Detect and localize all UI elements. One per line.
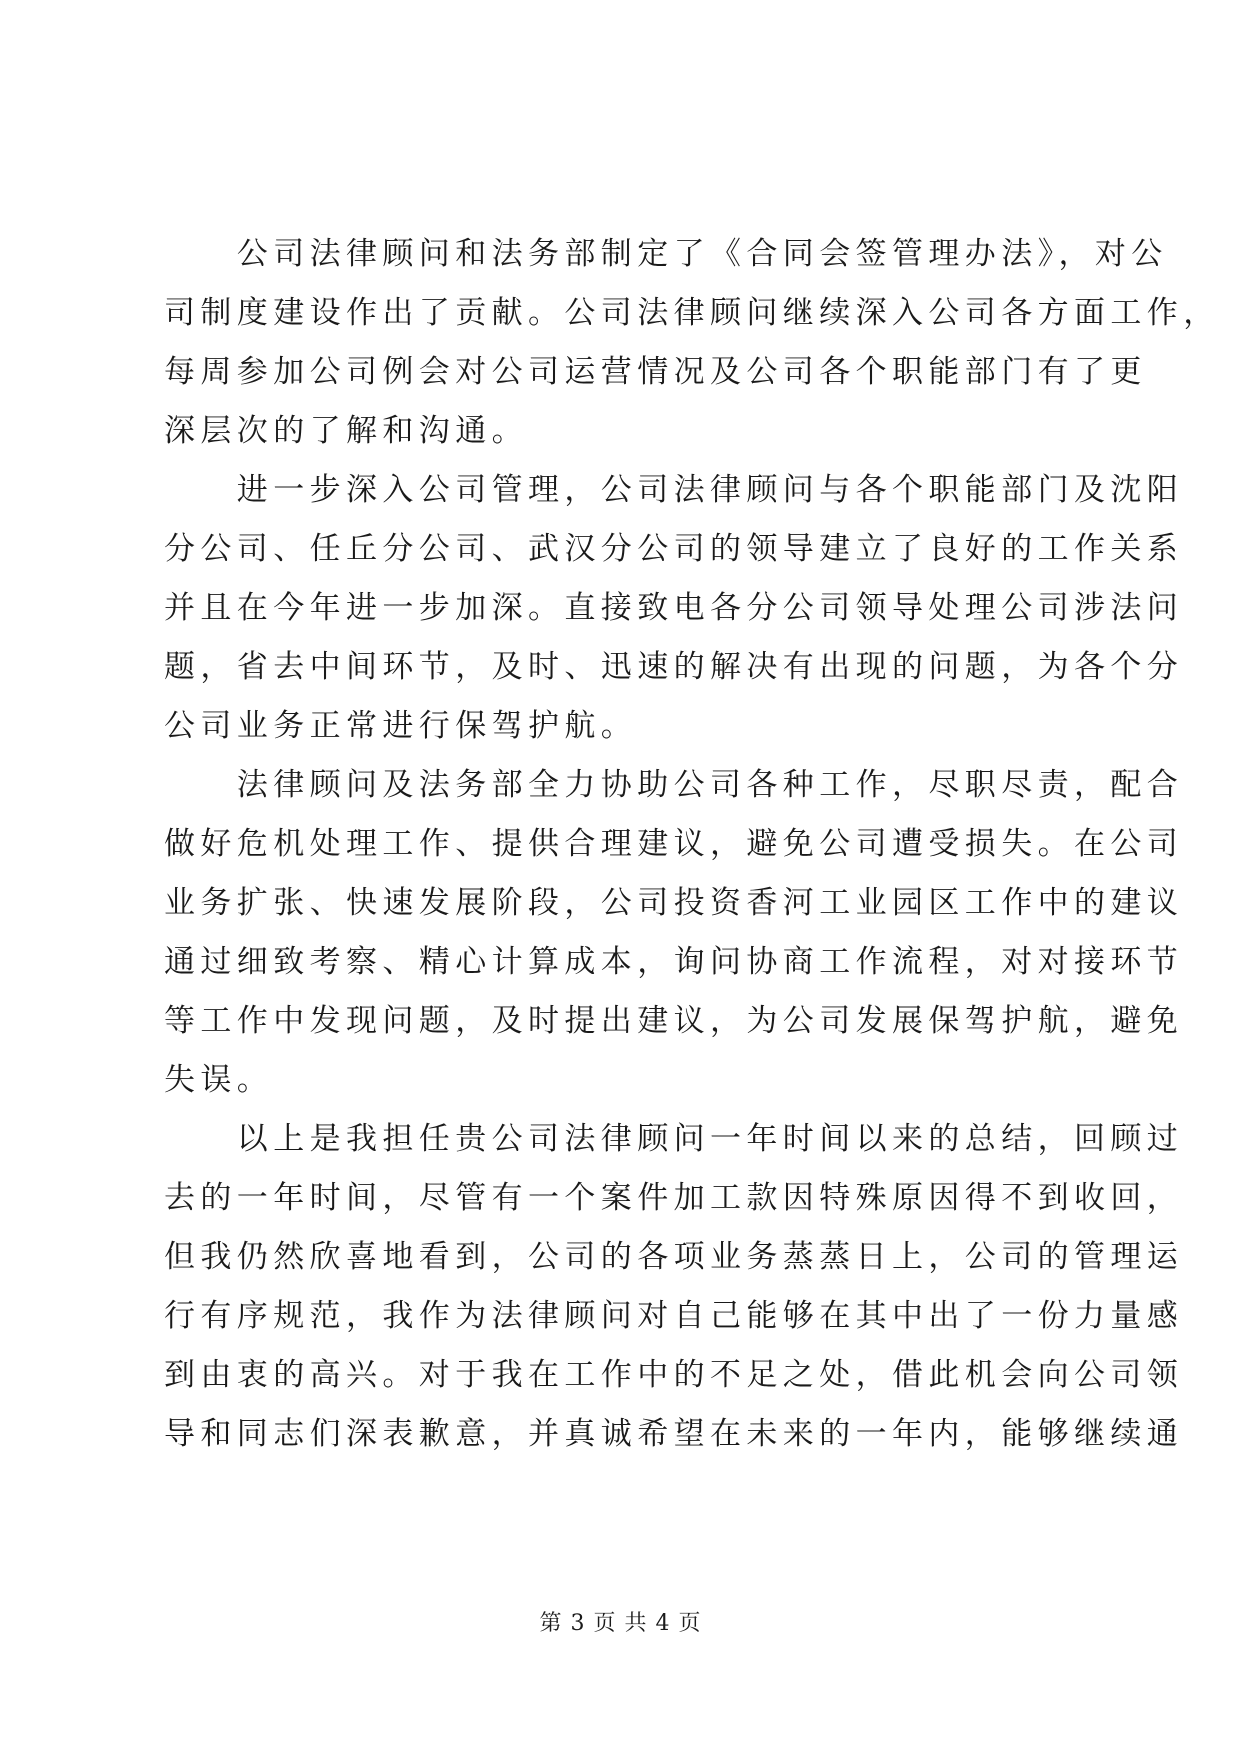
text-line: 公司业务正常进行保驾护航。 xyxy=(164,708,638,744)
text-line: 进一步深入公司管理，公司法律顾问与各个职能部门及沈阳 xyxy=(164,472,1184,508)
text-line: 等工作中发现问题，及时提出建议，为公司发展保驾护航，避免 xyxy=(164,1003,1184,1039)
text-line: 但我仍然欣喜地看到，公司的各项业务蒸蒸日上，公司的管理运 xyxy=(164,1239,1184,1275)
text-line: 题，省去中间环节，及时、迅速的解决有出现的问题，为各个分 xyxy=(164,649,1184,685)
text-line: 法律顾问及法务部全力协助公司各种工作，尽职尽责，配合 xyxy=(164,767,1184,803)
text-line: 做好危机处理工作、提供合理建议，避免公司遭受损失。在公司 xyxy=(164,826,1184,862)
text-line: 导和同志们深表歉意，并真诚希望在未来的一年内，能够继续通 xyxy=(164,1416,1184,1452)
text-line: 每周参加公司例会对公司运营情况及公司各个职能部门有了更 xyxy=(164,354,1147,390)
page-footer: 第 3 页 共 4 页 xyxy=(539,1611,702,1636)
paragraph-assistance xyxy=(164,756,1184,1110)
text-line: 公司法律顾问和法务部制定了《合同会签管理办法》，对公 xyxy=(164,236,1168,272)
text-line: 业务扩张、快速发展阶段，公司投资香河工业园区工作中的建议 xyxy=(164,885,1184,921)
text-line: 深层次的了解和沟通。 xyxy=(164,413,528,449)
text-line: 分公司、任丘分公司、武汉分公司的领导建立了良好的工作关系 xyxy=(164,531,1184,567)
text-line: 司制度建设作出了贡献。公司法律顾问继续深入公司各方面工作， xyxy=(164,295,1220,331)
text-line: 通过细致考察、精心计算成本，询问协商工作流程，对对接环节 xyxy=(164,944,1184,980)
text-line: 以上是我担任贵公司法律顾问一年时间以来的总结，回顾过 xyxy=(164,1121,1184,1157)
document-body xyxy=(164,225,1220,1464)
paragraph-management xyxy=(164,461,1184,756)
text-line: 并且在今年进一步加深。直接致电各分公司领导处理公司涉法问 xyxy=(164,590,1184,626)
text-line: 失误。 xyxy=(164,1062,274,1098)
text-line: 到由衷的高兴。对于我在工作中的不足之处，借此机会向公司领 xyxy=(164,1357,1184,1393)
text-line: 去的一年时间，尽管有一个案件加工款因特殊原因得不到收回， xyxy=(164,1180,1184,1216)
paragraph-summary xyxy=(164,1110,1184,1464)
text-line: 行有序规范，我作为法律顾问对自己能够在其中出了一份力量感 xyxy=(164,1298,1184,1334)
paragraph-contract-signing xyxy=(164,225,1220,461)
